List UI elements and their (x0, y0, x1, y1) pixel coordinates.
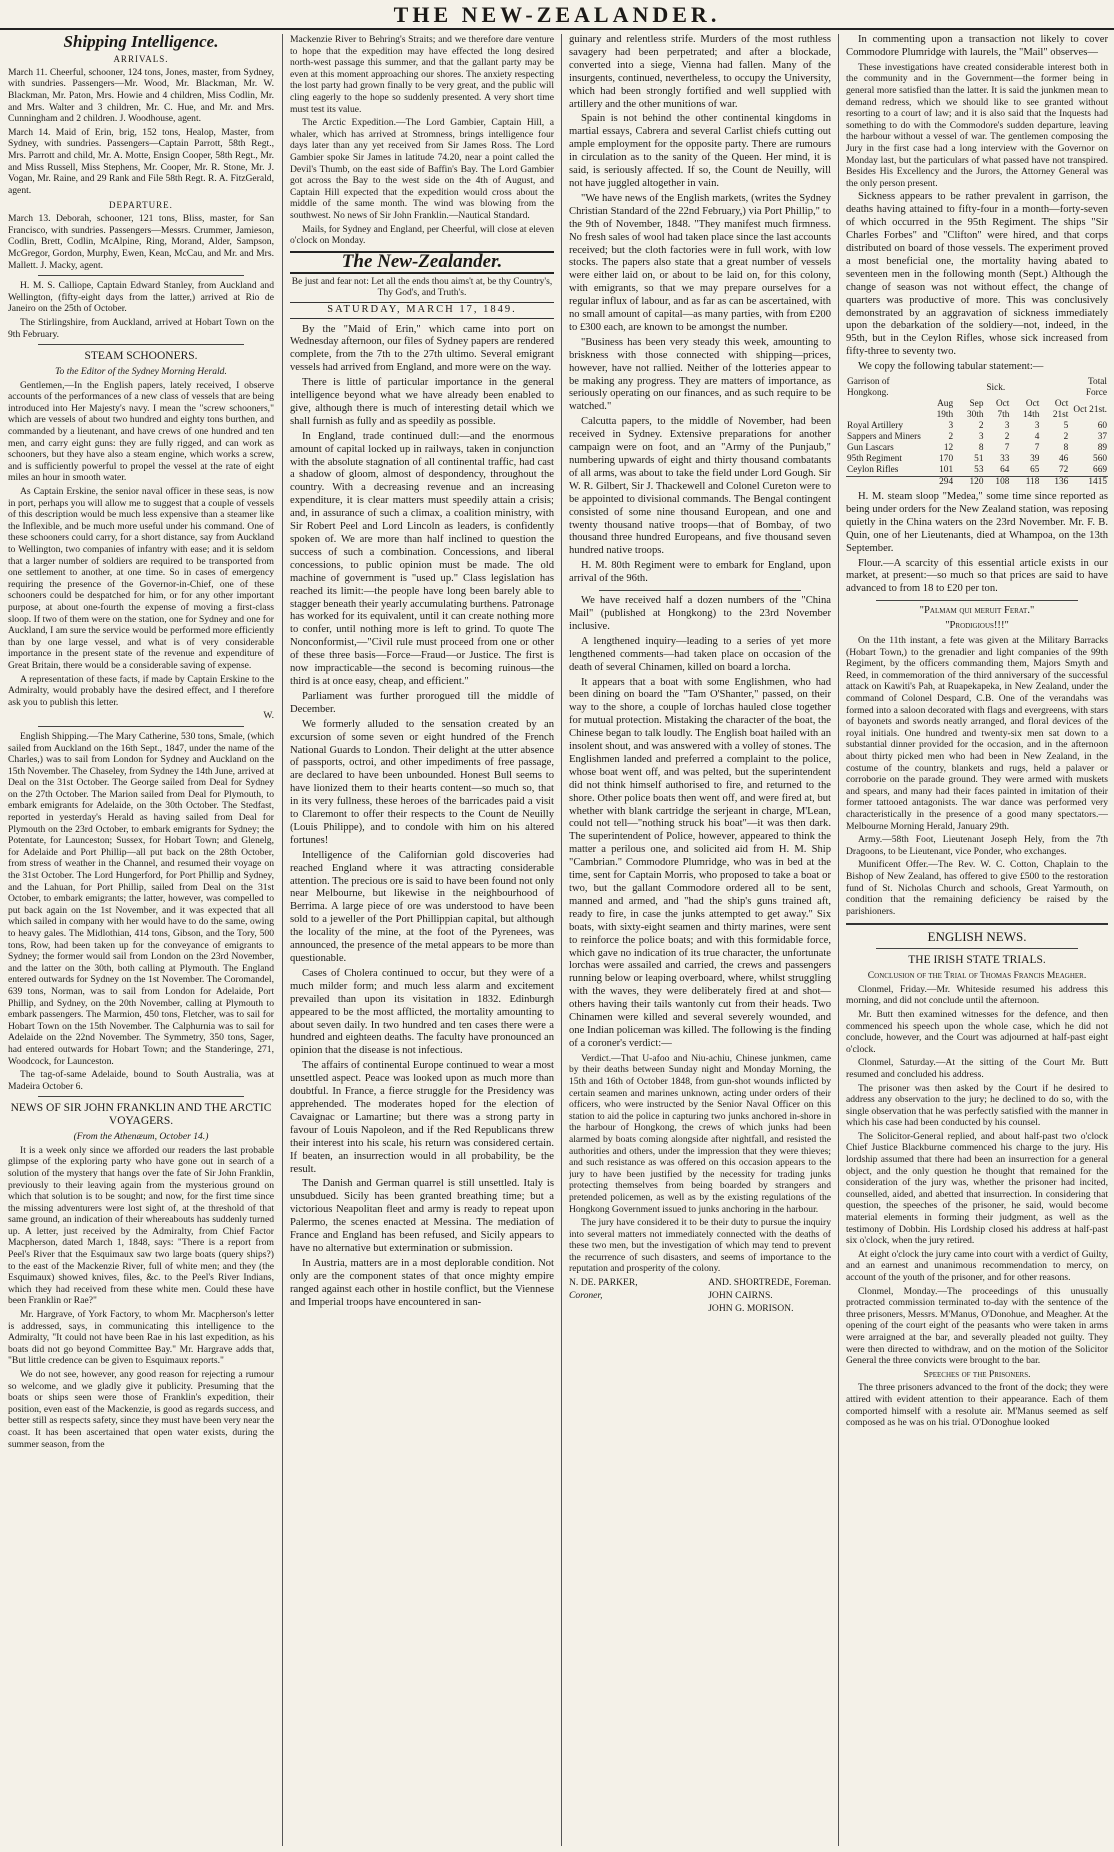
editorial-paragraph: We formerly alluded to the sensation created by an excursion of some seven or eight hundred of the French National Guards to London. Their delight at the utter absence of passports, octroi, and other impediments of free passage, are declared to have been unbounded. Honest Bull seems to have lionized them to their hearts content—so much so, that in its very fullness, these heroes of the barricades paid a visit to Claremont to offer their respects to the Count de Neuilly (Louis Philippe), and to condole with him on his altered fortunes! (290, 718, 554, 846)
editorial-paragraph: A lengthened inquiry—leading to a series of yet more lengthened comments—had taken place on occasion of the death of several Chinamen, killed on board a lorcha. (569, 635, 831, 673)
arrival-entry: March 14. Maid of Erin, brig, 152 tons, Healop, Master, from Sydney, with sundries. Passengers—Captain Parrott, 58th Regt., Mrs. Parrott and child, Mr. A. Motte, Ensign Cooper, 58th Regt., Mr. and Miss Russell, Miss Stephens, Mr. Cooper, Mr. R. Stone, Mr. J. Vogan, Mr. Raine, and 29 Rank and File 58th Regt. R. A. FitzGerald, agent. (8, 126, 274, 196)
editorial-paragraph: Flour.—A scarcity of this essential article exists in our market, at present:—so much so that prices are said to have advanced to from 18 to £20 per ton. (846, 557, 1108, 595)
column-3 (569, 34, 831, 1846)
table-cell: 2 (1063, 432, 1069, 443)
table-cell: 294 (922, 477, 954, 489)
table-cell: 101 (939, 465, 954, 476)
table-header: Oct 7th (995, 399, 1010, 421)
divider (38, 275, 244, 276)
article-paragraph: The three prisoners advanced to the front of the dock; they were attired with evident attention to their appearance. Each of them comported himself with a resolute air. M'Manus seemed as self composed as he was on his trial. O'Donoghue looked (846, 1382, 1108, 1429)
article-paragraph: Munificent Offer.—The Rev. W. C. Cotton, Chaplain to the Bishop of New Zealand, has offered to give £500 to the restoration fund of St. Nicholas Church and schools, Great Yarmouth, on condition that the remaining deficiency be raised by the parishioners. (846, 859, 1108, 917)
editorial-paragraph: We copy the following tabular statement:— (858, 361, 1044, 373)
departure-entry: March 13. Deborah, schooner, 121 tons, Bliss, master, for San Francisco, with sundries. Passengers—Messrs. Crummer, Jamieson, Codlin, Brett, Codlin, McAlpine, Ring, Morand, Alder, Sampson, McGregor, Gordon, Murphy, Ewen, Kean, McCau, and Mr. and Mrs. Mallett. J. Macky, agent. (8, 213, 274, 271)
table-header: Oct 14th (1022, 399, 1040, 421)
juror-name: JOHN CAIRNS. (708, 1289, 773, 1301)
editorial-paragraph: In England, trade continued dull:—and the enormous amount of capital locked up in railways, taken in conjunction with the absolute stagnation of all continental traffic, had cast a shadow of gloom, almost of despondency, throughout the country. With a decreasing revenue and an increasing expenditure, it is clear matters must speedily attain a crisis; and, in assurance of such a climax, a coalition ministry, with Sir Robert Peel and Lord Lincoln as leaders, is confidently spoken of. We are more than half inclined to question the success of such a combination. Concessions, and liberal concessions, to public opinion must be made. The old machine of government is "used up." Class legislation has reached its limit:—the people have long been barely able to stagger beneath their yearly accumulating burthens. Patronage has worked for its equivalent, until it can create nothing more to confer, until nothing more is left to grind. To quote The Nonconformist,—"Civil rule must proceed from one or other of these three basis—Force—Fraud—or Justice. The first is now impracticable—the second is becoming ruinous—the third is at once easy, cheap, and efficient." (290, 430, 554, 687)
juror-name: AND. SHORTREDE, Foreman. (708, 1277, 831, 1289)
article-paragraph: On the 11th instant, a fete was given at the Military Barracks (Hobart Town,) to the grenadier and light companies of the 99th Regiment, by the officers commanding them, Majors Smyth and Reed, in commemoration of the third anniversary of the successful attack on Kawiti's Pah, at Ruapekapeka, in New Zealand, under the command of Colonel Despard, C.B. One of the verandahs was formed into a saloon decorated with flags and evergreens, with stars of bayonets and swords neatly arranged, and floral devices of the royal initials. One hundred and twenty-six men sat down to a substantial dinner provided for the occasion, and in the afternoon about thirty picked men who had been in New Zealand, in the costume of the country, blankets and rugs, held a palaver or corroborie on the parade ground. They were armed with muskets and spears, and many had their faces painted in imitation of their former tattooed antagonists. The war dance was performed very characteristically in the presence of a good many spectators.—Melbourne Morning Herald, January 29th. (846, 635, 1108, 832)
irish-trials-heading: THE IRISH STATE TRIALS. (908, 954, 1046, 967)
article-paragraph: Mr. Butt then examined witnesses for the defence, and then commenced his speech upon the whole case, which he did not conclude, however, and the Court was adjourned at half-past eight o'clock. (846, 1008, 1108, 1055)
article-paragraph: The Solicitor-General replied, and about half-past two o'clock Chief Justice Blackburne commenced his charge to the jury. His lordship assumed that there had been an insurrection for a general object, and the only question he thought that remained for the consideration of the jury was, whether the prisoner had incited, counselled, aided, and abetted that insurrection. In considering that question, the speeches of the prisoner, he said, would become material elements in forming their judgment, as well as the testimony of Dobbin. His Lordship closed his address at half-past six o'clock, when the jury retired. (846, 1130, 1108, 1247)
editorial-paragraph: In commenting upon a transaction not likely to cover Commodore Plumridge with laurels, the "Mail" observes— (846, 34, 1108, 58)
table-cell: 108 (984, 477, 1010, 489)
prodigious-heading: "Prodigious!!!" (945, 620, 1009, 632)
speeches-subheading: Speeches of the Prisoners. (923, 1368, 1031, 1380)
table-cell: 64 (1000, 465, 1010, 476)
table-cell: Gun Lascars (847, 443, 894, 454)
editorial-paragraph: It appears that a boat with some Englishmen, who had been dining on board the "Tam O'Shanter," passed, on their way to the shore, a couple of lorchas hauled close together for mutual protection. Mistaking the character of the boat, the Chinese began to talk loudly. The English boat hailed with an insolent shout, and was answered with a volley of stones. The Englishmen landed and preferred a complaint to the police, whose boat went off, and was pelted, but the superintendent did not think himself authorised to fire, and returned to the shore. Other police boats then went off, and were fired at, but whether with blank cartridge the serjeant in charge, M'Lean, could not tell—"nothing struck his boat"—it was then dark. The superintendent of Police, however, appeared to think the matter a perilous one, and solicited aid from H. M. Ship "Cambrian." Commodore Plumridge, who was in bed at the time, sent for Captain Morris, who proposed to take a boat or two, but the gallant Commodore ordered all to be sent, manned and armed, and "had the ship's guns trained aft, ready to fire, in case the junks attempted to get away." Six boats, with sixty-eight seamen and thirty marines, were sent to reinforce the police boats; and with this formidable force, which gave no indication of its true character, the unfortunate lorchas were assailed and carried, the crews and passengers running below or leaping overboard, where, whilst struggling with the waves, they were deliberately fired at and shot—others having their tails wantonly cut from their heads. Two Chinamen were killed and several severely wounded, and one Indian policeman was killed. The following is the finding of a coroner's verdict:— (569, 676, 831, 1049)
table-header: Aug 19th (936, 399, 954, 421)
editorial-paragraph: guinary and relentless strife. Murders of the most ruthless savagery had been perpetrated; and after a blockade, converted into a siege, Vienna had fallen. Many of the insurgents, continued, nevertheless, to occupy the University, which had been strongly fortified and well supplied with artillery and the other munitions of war. (569, 34, 831, 110)
table-cell: 560 (1093, 454, 1107, 465)
editorial-paragraph: Sickness appears to be rather prevalent in garrison, the deaths having attained to fifty-four in a month—forty-seven of which occurred in the 95th Regiment. The ships "Sir Charles Forbes" and "Clifton" were hired, and that corps distributed on board of those vessels. The experiment proved a most beneficial one, the mortality having abated to seventeen men in the following month (Sept.) Although the change of season was not without effect, the change of quarters was productive of more. This was conclusively demonstrated by an aggravation of sickness immediately upon the debarkation of the soldiery—not, indeed, in the 95th, but in the Ceylon Rifles, whose sick increased from fifty-three to seventy two. (846, 191, 1108, 358)
table-cell: 39 (1030, 454, 1040, 465)
column-rule (282, 34, 283, 1846)
editorial-paragraph: Cases of Cholera continued to occur, but they were of a much milder form; and much less alarm and excitement prevailed than upon its visitation in 1832. Edinburgh appeared to be the most afflicted, the mortality amounting to about seven daily. In two hundred and ten cases there were a hundred and eighteen deaths. The faculty have pronounced an opinion that the disease is not infectious. (290, 967, 554, 1057)
divider (876, 600, 1078, 601)
article-paragraph: Gentlemen,—In the English papers, lately received, I observe accounts of the performances of a new class of vessels that are being introduced into Her Majesty's navy. I mean the "screw schooners," which are vessels of about two hundred and eighty tons burthen, and commanded by a lieutenant, and have crews of one hundred and ten men, and carry eight guns: they are fully rigged, and can work as schooners, but they have also a steam engine, which works a screw, and is sufficiently powerful to propel the vessel at the rate of eight miles an hour in smooth water. (8, 379, 274, 484)
table-header: Sep 30th (966, 399, 984, 421)
table-cell: 170 (939, 454, 954, 465)
mails-notice: Mails, for Sydney and England, per Cheerful, will close at eleven o'clock on Monday. (290, 223, 554, 247)
table-row (846, 465, 1108, 477)
steam-addressee: To the Editor of the Sydney Morning Herald. (55, 366, 227, 378)
table-cell: 7 (1004, 443, 1010, 454)
letter-signature: W. (263, 710, 274, 722)
editorial-paragraph: There is little of particular importance in the general intelligence beyond what we have already been enabled to give, although there is much of interesting detail which we shall furnish as fully and as speedily as possible. (290, 377, 554, 427)
column-1 (8, 34, 274, 1846)
editorial-banner (290, 251, 554, 299)
divider (876, 948, 1078, 949)
arrival-entry: March 11. Cheerful, schooner, 124 tons, Jones, master, from Sydney, with sundries. Passengers—Mr. Wood, Mr. Blackman, Mr. W. Blackman, Mr. Paton, Mrs. Howie and 4 children, Miss Codlin, Mr. and Mrs. Walter and 3 children, Mr. C. Hue, and Mr. and Mrs. Cunningham and 2 children. J. Woodhouse, agent. (8, 66, 274, 125)
shipping-note: The Stirlingshire, from Auckland, arrived at Hobart Town on the 9th February. (8, 317, 274, 340)
article-paragraph: The tag-of-same Adelaide, bound to South Australia, was at Madeira October 6. (8, 1069, 274, 1092)
editorial-paragraph: In Austria, matters are in a most deplorable condition. Not only are the component states of that once mighty empire ranged against each other in hostile conflict, but the Viennese and Imperial troops have encountered in san- (290, 1257, 554, 1308)
table-cell: 89 (1097, 443, 1107, 454)
table-cell: 120 (954, 477, 984, 489)
table-cell: 2 (1004, 432, 1010, 443)
paper-name: The New-Zealander. (290, 251, 554, 274)
table-cell: 72 (1059, 465, 1069, 476)
table-row (846, 432, 1108, 443)
masthead (0, 0, 1114, 30)
table-cell: 669 (1093, 465, 1107, 476)
divider (599, 590, 801, 591)
editorial-paragraph: Calcutta papers, to the middle of November, had been received in Sydney. Extensive preparations for another campaign were on foot, and an "Army of the Punjaub," numbering upwards of eight and thirty thousand combatants of all arms, was about to take the field under Lord Gough. Sir W. R. Gilbert, Sir J. Thackewell and Colonel Cureton were to be appointed to divisional commands. The Bengal contingent consisted of some nine thousand European, and one and twenty thousand native troops—that of Bombay, of two thousand three hundred Europeans, and five thousand seven hundred native troops. (569, 416, 831, 557)
shipping-note: H. M. S. Calliope, Captain Edward Stanley, from Auckland and Wellington, (fifty-eight days from the latter,) arrived at Rio de Janeiro on the 25th of October. (8, 280, 274, 315)
table-cell: 37 (1097, 432, 1107, 443)
table-cell: 8 (1063, 443, 1069, 454)
divider (846, 923, 1108, 925)
juror-name: JOHN G. MORISON. (708, 1302, 794, 1314)
editorial-paragraph: Intelligence of the Californian gold discoveries had reached England where it was attracting considerable attention. The precious ore is said to have been found not only near Melbourne, but likewise in the neighbourhood of Berrima. A large piece of ore was understood to have been sold to a jeweller of the Port Phillippian capital, but although the locality of the mine, at the foot of the Pyrenees, was announced, the presence of the metal appears to be more than questionable. (290, 849, 554, 964)
table-cell: 3 (978, 432, 984, 443)
shipping-heading: Shipping Intelligence. (63, 34, 219, 51)
table-header: Garrison of Hongkong. (847, 377, 890, 399)
table-header: Sick. (986, 382, 1006, 393)
departure-label: DEPARTURE. (109, 200, 173, 211)
jury-note: The jury have considered it to be their duty to pursue the inquiry into several matters not immediately connected with the deaths of these two men, but the investigation of which may tend to prevent the recurrence of such disasters, and seems of importance to the reputation and prosperity of the colony. (569, 1217, 831, 1275)
table-header: Total Force (1085, 377, 1107, 399)
dateline: SATURDAY, MARCH 17, 1849. (290, 302, 554, 319)
article-paragraph: Mackenzie River to Behring's Straits; and we therefore dare venture to hope that the expedition may have effected the long desired north-west passage this summer, and that the gallant party may be even at this moment approaching our shores. The anxiety respecting the lost party had grown finally to be very great, and the public will cling eagerly to the hope so suddenly presented. A very short time must test its value. (290, 34, 554, 115)
garrison-table (846, 377, 1108, 488)
verdict-signatures (569, 1277, 831, 1316)
table-cell: 8 (978, 443, 984, 454)
table-cell: 12 (943, 443, 954, 454)
article-paragraph: The Arctic Expedition.—The Lord Gambier, Captain Hill, a whaler, which has arrived at Stromness, brings intelligence four days later than any yet received from Sir James Ross. The Lord Gambier spoke Sir James in latitude 74.20, near a point called the Devil's Thumb, on the east side of Baffin's Bay. The Lord Gambier got across the Bay to the west side on the 4th of August, and Captain Hill expected that the expedition would cross about the middle of the same month. The wind was blowing from the southwest. No news of Sir John Franklin.—Nautical Standard. (290, 117, 554, 221)
table-cell: 118 (1010, 477, 1040, 489)
divider (38, 726, 244, 727)
franklin-source: (From the Athenæum, October 14.) (73, 1131, 209, 1143)
steam-heading: STEAM SCHOONERS. (84, 350, 198, 363)
english-news-heading: ENGLISH NEWS. (927, 929, 1027, 945)
column-2 (290, 34, 554, 1846)
table-cell: 65 (1030, 465, 1040, 476)
article-paragraph: It is a week only since we afforded our readers the last probable glimpse of the exploring party who have gone out in search of a solution of the mystery that hangs over the fate of Sir John Franklin, previously to their leaving again from the mysterious ground on which that solution is to be sought; and now, for the first time since the missing adventurers were lost sight of, at the threshold of that same ground, an indication of their whereabouts has suddenly turned up. A letter, just received by the Admiralty, from Chief Factor Macpherson, dated March 1, 1848, says: "There is a report from Peel's River that the Esquimaux saw two large boats (query ships?) to the east of the Mackenzie River, full of white men; and they (the Esquimaux) showed knives, files, &c. to the Peel's River Indians, which they had received from these white men. Could these have been Franklin or Rae?" (8, 1144, 274, 1307)
editorial-paragraph: H. M. steam sloop "Medea," some time since reported as being under orders for the New Zealand station, was reposing quietly in the China waters on the 23rd November. Mr. F. B. Quin, one of her Lieutenants, died at Whampoa, on the 13th September. (846, 491, 1108, 554)
coroner-verdict: Verdict.—That U-afoo and Niu-achiu, Chinese junkmen, came by their deaths between Sunday night and Monday Morning, the 15th and 16th of October 1848, from gun-shot wounds inflicted by certain seamen and marines unknown, acting under orders of their officers, who were instructed by the Senior Naval Officer on this station to aid the police in capturing two junks anchored in-shore in the harbour of Hongkong, the crews of which junks had been alarmed by boats coming alongside after nightfall, and resisted the authorities and others, under the impression that they were thieves; and such resistance as was offered on this occasion appears to the jury to have been justified by the necessity for trading junks protecting themselves from being boarded by strangers and pretended policemen, as well as by the existing regulations of the Hongkong Government issued to junks anchoring in the harbour. (569, 1052, 831, 1215)
editorial-paragraph: "We have news of the English markets, (writes the Sydney Christian Standard of the 22nd February,) via Port Phillip," to the 9th of November, 1848. "They manifest much firmness. No fresh sales of wool had taken place since the last accounts received; but the cloth factories were in full work, with low stocks. The papers also state that a great number of vessels were either laid on, or about to be laid on, for this colony, with emigrants, so that we may prepare ourselves for a regular influx of labour, and as far as can be ascertained, with no small amount of capital—as many parties, with from £200 to £300 each, are known to be amongst the number. (569, 192, 831, 333)
arrivals-label: ARRIVALS. (113, 53, 169, 64)
table-header: Oct 21st (1052, 399, 1069, 421)
table-cell: Royal Artillery (847, 421, 904, 432)
newspaper-title: THE NEW-ZEALANDER. (393, 2, 721, 27)
table-cell: 46 (1059, 454, 1069, 465)
article-paragraph: We do not see, however, any good reason for rejecting a rumour so welcome, and we gladly give it publicity. Presuming that the boats or ships seen were those of Franklin's expedition, their position, even east of the Mackenzie, is good as regards success, and better still as respects safety, since they must have been very near the coast. It has been ascertained that open water exists, during the summer season, from the (8, 1369, 274, 1450)
table-cell: 5 (1063, 421, 1069, 432)
editorial-paragraph: We have received half a dozen numbers of the "China Mail" (published at Hongkong) to the 23rd November inclusive. (569, 595, 831, 632)
table-cell: 33 (1000, 454, 1010, 465)
palmam-heading: "Palmam qui meruit Ferat." (919, 605, 1035, 617)
editorial-paragraph: Spain is not behind the other continental kingdoms in martial essays, Cabrera and several Carlist chiefs cutting out ample employment for the opposite party. There are rumours in circulation as to the sanity of the Queen. Her mind, it is said, is seriously affected. If so, the Count de Neuilly, will not have juggled altogether in vain. (569, 113, 831, 189)
table-cell: 3 (1004, 421, 1010, 432)
table-cell: 2 (978, 421, 984, 432)
article-paragraph: A representation of these facts, if made by Captain Erskine to the Admiralty, would probably have the desired effect, and I therefore ask you to publish this letter. (8, 673, 274, 708)
franklin-heading: NEWS OF SIR JOHN FRANKLIN AND THE ARCTIC VOYAGERS. (10, 1102, 272, 1128)
article-paragraph: Clonmel, Saturday.—At the sitting of the Court Mr. Butt resumed and concluded his address. (846, 1057, 1108, 1080)
table-total-row (846, 477, 1108, 489)
paper-motto: Be just and fear not: Let all the ends thou aims't at, be thy Country's, Thy God's, and Truth's. (291, 276, 553, 298)
table-cell: 3 (948, 421, 954, 432)
editorial-paragraph: By the "Maid of Erin," which came into port on Wednesday afternoon, our files of Sydney papers are rendered complete, from the 7th to the 27th ultimo. Several emigrant vessels had arrived from England, and more were on the way. (290, 323, 554, 374)
divider (38, 1096, 244, 1097)
table-row (846, 421, 1108, 432)
article-paragraph: Army.—58th Foot, Lieutenant Joseph Hely, from the 7th Dragoons, to be Lieutenant, vice Ponder, who exchanges. (846, 834, 1108, 857)
table-cell: 2 (948, 432, 954, 443)
editorial-paragraph: The Danish and German quarrel is still unsettled. Italy is unsubdued. Sicily has been granted breathing time; but a victorious Neapolitan fleet and army is ready to repeat upon Palermo, the scenes enacted at Messina. The mediation of France and England has been refused, and Sicily appears to have no alternative but extermination or submission. (290, 1178, 554, 1254)
quoted-paragraph: These investigations have created considerable interest both in the community and in the Government—the former being in general more satisfied than the latter. It is said the junkmen mean to demand redress, which we should like to see granted without resorting to a court of law; and it is also said that the Inquests had something to do with the Commodore's sudden departure, leaving the harbour without a vessel of war. The gentlemen composing the Jury in the first case had a long interview with the Governor on Monday last, but the particulars of what passed have not transpired. Besides His Excellency and the Jurors, the Attorney General was the only person present. (846, 61, 1108, 189)
table-row (846, 454, 1108, 465)
table-cell: 53 (974, 465, 984, 476)
article-paragraph: At eight o'clock the jury came into court with a verdict of Guilty, and an earnest and unanimous recommendation to mercy, on account of the youth of the prisoner, and for other reasons. (846, 1248, 1108, 1283)
editorial-paragraph: Parliament was further prorogued till the middle of December. (290, 690, 554, 715)
column-rule (838, 34, 839, 1846)
editorial-paragraph: H. M. 80th Regiment were to embark for England, upon arrival of the 96th. (569, 560, 831, 585)
divider (38, 344, 244, 345)
table-cell: 7 (1034, 443, 1040, 454)
table-cell: 95th Regiment (847, 454, 903, 465)
table-header-row (846, 377, 1108, 399)
table-cell: Sappers and Miners (847, 432, 921, 443)
article-paragraph: The prisoner was then asked by the Court if he desired to address any observation to the jury; he declined to do so, with the single observation that he was perfectly satisfied with the manner in which his case had been conducted by his counsel. (846, 1082, 1108, 1129)
article-paragraph: As Captain Erskine, the senior naval officer in these seas, is now in port, perhaps you will allow me to suggest that a couple of vessels of this description would be much less expensive than a steamer like the Inflexible, and be much more useful under his command. One of these schooners could carry, for a short distance, say from Auckland to Wellington, two companies of infantry with ease; and it is seldom that a larger number of soldiers are required to be transported from one settlement to another, at one time. So in cases of emergency requiring the presence of the Governor-in-Chief, one of these schooners could be despatched for him, or for any other important purpose, at about one-fourth the expense of moving a first-class sloop. If two of them were on the station, one for Sydney and one for Auckland, I am sure the service would be performed more efficiently than by one large vessel, and what is of very considerable importance in the present state of the revenue and expenditure of Great Britain, there would be a considerable saving of expense. (8, 486, 274, 671)
table-header: Oct 21st. (1073, 404, 1107, 415)
column-rule (561, 34, 562, 1846)
table-cell: 136 (1040, 477, 1069, 489)
table-cell: 60 (1097, 421, 1107, 432)
article-paragraph: Mr. Hargrave, of York Factory, to whom Mr. Macpherson's letter is addressed, says, in communicating this intelligence to the Admiralty, "It could not have been Rae in his last expedition, as his boats did not go beyond Committee Bay." Mr. Hargrave adds that, "But little credence can be given to Esquimaux reports." (8, 1309, 274, 1367)
editorial-paragraph: The affairs of continental Europe continued to wear a most unsettled aspect. Peace was looked upon as much more than doubtful. In France, a fierce struggle for the Presidency was apprehended. The moderates hoped for the election of Cavaignac or Lamartine; but there was a strong party in favour of Louis Napoleon, and if the Red Republicans threw their interest into his scale, his return was considered certain. If beaten, an insurrection would in all probability, be the result. (290, 1060, 554, 1175)
table-cell: Ceylon Rifles (847, 465, 899, 476)
article-paragraph: Clonmel, Friday.—Mr. Whiteside resumed his address this morning, and did not conclude until the afternoon. (846, 983, 1108, 1007)
irish-trials-subheading: Conclusion of the Trial of Thomas Francis Meagher. (867, 970, 1087, 982)
table-header-row (846, 399, 1108, 421)
coroner-name: N. DE. PARKER, (569, 1277, 638, 1289)
table-cell: 4 (1034, 432, 1040, 443)
table-cell: 3 (1034, 421, 1040, 432)
article-paragraph: English Shipping.—The Mary Catherine, 530 tons, Smale, (which sailed from Auckland on the 16th Sept., 1847, under the name of the Charles,) was to sail from London for Sydney and Auckland on the 15th November. The Chaseley, from Sydney the 14th June, arrived at Deal on the 31st October. The George sailed from Deal for Sydney on the 27th October. The Marion sailed from Deal for Plymouth, to embark emigrants for Adelaide, on the 30th October. The Stedfast, reported in yesterday's Herald as having sailed from Deal for Plymouth on the 23rd October, to embark emigrants for Sydney; the Potentate, for Launceston; Sussex, for Hobart Town; and Glenelg, for Adelaide and Port Phillip—all put back on the 28th October, from stress of weather in the Channel, and resumed their voyage on the 31st October. The Lord Hungerford, for Port Phillip and Sydney, and the Lahuan, for Port Phillip, sailed from Deal on the 31st October, to embark emigrants; the latter, however, was compelled to put back again on the 1st November, and it was expected that all which sailed in company with her would have to do the same, owing to heavy gales. The Midlothian, 414 tons, Gibson, and the Tory, 500 tons, Row, had been taken up for the conveyance of emigrants to Sydney; the former would sail from London on the 23rd November, and the latter on the 30th, both calling at Plymouth. The England entered outwards for Sydney on the 1st November. The Coromandel, 639 tons, Norman, was to sail from London for Adelaide, Port Phillip, and Sydney, on the 20th November, calling at Plymouth to embark passengers. The Marmion, 450 tons, Fletcher, was to sail for Hobart Town on the 15th November. The Calphurnia was to sail for Adelaide on the 22nd November. The Symmetry, 350 tons, Sager, had entered outwards for Hobart Town; and the Standeringe, 271, Woodcock, for Launceston. (8, 730, 274, 1067)
column-4 (846, 34, 1108, 1846)
table-cell: 1415 (1069, 477, 1108, 489)
editorial-paragraph: "Business has been very steady this week, amounting to briskness with those connected with shipping—prices, however, have not rallied. Neither of the lotteries appear to be making any progress. They are matters of importance, as seriously operating on our finances, and as such require to be watched." (569, 336, 831, 413)
table-row (846, 443, 1108, 454)
table-cell: 51 (974, 454, 984, 465)
coroner-title: Coroner, (569, 1289, 603, 1301)
article-paragraph: Clonmel, Monday.—The proceedings of this unusually protracted commission terminated to-day with the sentence of the three prisoners, Messrs. M'Manus, O'Donohue, and Meagher. At the opening of the court eight of the peasants who were taken in arms were arraigned at the bar, and severally pleaded not guilty. They were then directed to withdraw, and on the motion of the Solicitor General the three convicts were brought to the bar. (846, 1285, 1108, 1367)
